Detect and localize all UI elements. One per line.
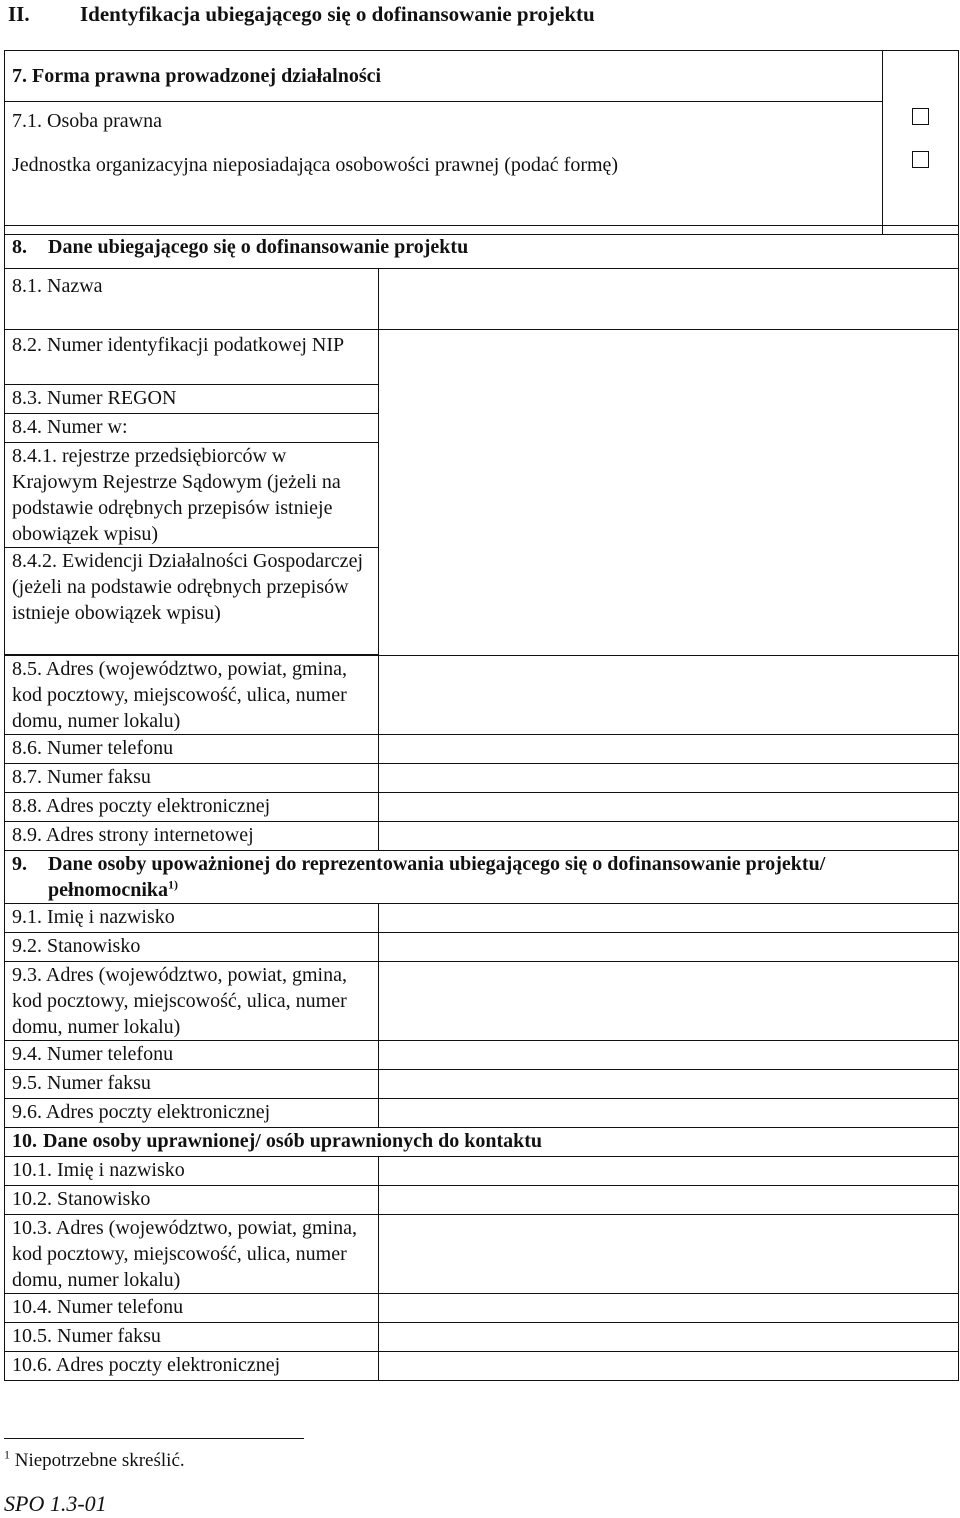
label-10-4: 10.4. Numer telefonu [5, 1294, 379, 1323]
label-8-6: 8.6. Numer telefonu [5, 735, 379, 764]
legal-form-table [4, 50, 959, 235]
option-jednostka-organizacyjna: Jednostka organizacyjna nieposiadająca osobowości prawnej (podać formę) [5, 146, 883, 235]
label-8-1: 8.1. Nazwa [5, 269, 379, 330]
value-8-9[interactable] [379, 822, 959, 851]
value-9-4[interactable] [379, 1041, 959, 1070]
label-8-4: 8.4. Numer w: [5, 414, 379, 443]
value-8-1[interactable] [379, 269, 959, 330]
value-9-5[interactable] [379, 1070, 959, 1099]
value-8-2-to-8-4-2[interactable] [379, 330, 959, 656]
value-8-6[interactable] [379, 735, 959, 764]
value-10-4[interactable] [379, 1294, 959, 1323]
checkbox-osoba-prawna[interactable] [912, 108, 929, 125]
section8-title: Dane ubiegającego się o dofinansowanie projektu [48, 236, 469, 258]
label-8-9: 8.9. Adres strony internetowej [5, 822, 379, 851]
heading-title: Identyfikacja ubiegającego się o dofinansowanie projektu [80, 2, 595, 26]
label-9-4: 9.4. Numer telefonu [5, 1041, 379, 1070]
value-9-3[interactable] [379, 962, 959, 1041]
label-8-7: 8.7. Numer faksu [5, 764, 379, 793]
section10-title: Dane osoby uprawnionej/ osób uprawnionych do kontaktu [43, 1130, 543, 1152]
label-9-1: 9.1. Imię i nazwisko [5, 904, 379, 933]
section9-header [5, 851, 959, 904]
footnote-ref: 1) [168, 877, 179, 892]
section10-number: 10. [12, 1130, 37, 1152]
label-10-3: 10.3. Adres (województwo, powiat, gmina, kod pocztowy, miejscowość, ulica, numer domu, numer lokalu) [5, 1215, 379, 1294]
label-10-6: 10.6. Adres poczty elektronicznej [5, 1352, 379, 1381]
label-9-6: 9.6. Adres poczty elektronicznej [5, 1099, 379, 1128]
label-8-3: 8.3. Numer REGON [5, 385, 379, 414]
label-9-5: 9.5. Numer faksu [5, 1070, 379, 1099]
label-8-5: 8.5. Adres (województwo, powiat, gmina, kod pocztowy, miejscowość, ulica, numer domu, numer lokalu) [5, 656, 379, 735]
label-9-2: 9.2. Stanowisko [5, 933, 379, 962]
value-10-5[interactable] [379, 1323, 959, 1352]
checkbox-column [883, 51, 959, 235]
label-10-5: 10.5. Numer faksu [5, 1323, 379, 1352]
label-8-8: 8.8. Adres poczty elektronicznej [5, 793, 379, 822]
value-10-2[interactable] [379, 1186, 959, 1215]
label-8-4-1: 8.4.1. rejestrze przedsiębiorców w Krajowym Rejestrze Sądowym (jeżeli na podstawie odrębnych przepisów istnieje obowiązek wpisu) [5, 443, 379, 548]
checkbox-jednostka-organizacyjna[interactable] [912, 151, 929, 168]
section7-title: 7. Forma prawna prowadzonej działalności [5, 51, 883, 102]
section10-header [5, 1128, 959, 1157]
footnote-mark: 1 [4, 1447, 10, 1462]
value-8-7[interactable] [379, 764, 959, 793]
footnote [4, 1449, 185, 1473]
document-code: SPO 1.3-01 [4, 1491, 107, 1516]
footnote-divider [4, 1438, 304, 1439]
section9-title: Dane osoby upoważnionej do reprezentowania ubiegającego się o dofinansowanie projektu/ pełnomocnika [48, 853, 826, 901]
value-9-2[interactable] [379, 933, 959, 962]
section9-number: 9. [12, 853, 27, 875]
value-10-3[interactable] [379, 1215, 959, 1294]
value-8-5[interactable] [379, 656, 959, 735]
section8-number: 8. [12, 236, 27, 258]
value-10-6[interactable] [379, 1352, 959, 1381]
label-8-2: 8.2. Numer identyfikacji podatkowej NIP [5, 330, 379, 385]
label-9-3: 9.3. Adres (województwo, powiat, gmina, kod pocztowy, miejscowość, ulica, numer domu, numer lokalu) [5, 962, 379, 1041]
value-9-6[interactable] [379, 1099, 959, 1128]
footnote-text: Niepotrzebne skreślić. [14, 1450, 185, 1471]
value-10-1[interactable] [379, 1157, 959, 1186]
label-8-4-2: 8.4.2. Ewidencji Działalności Gospodarczej (jeżeli na podstawie odrębnych przepisów istnieje obowiązek wpisu) [5, 548, 379, 655]
heading-number: II. [8, 2, 30, 26]
page-heading [8, 0, 958, 32]
value-9-1[interactable] [379, 904, 959, 933]
section8-header [5, 226, 959, 269]
label-10-2: 10.2. Stanowisko [5, 1186, 379, 1215]
option-osoba-prawna: 7.1. Osoba prawna [5, 102, 883, 147]
label-10-1: 10.1. Imię i nazwisko [5, 1157, 379, 1186]
applicant-data-table [4, 225, 959, 1381]
value-8-8[interactable] [379, 793, 959, 822]
